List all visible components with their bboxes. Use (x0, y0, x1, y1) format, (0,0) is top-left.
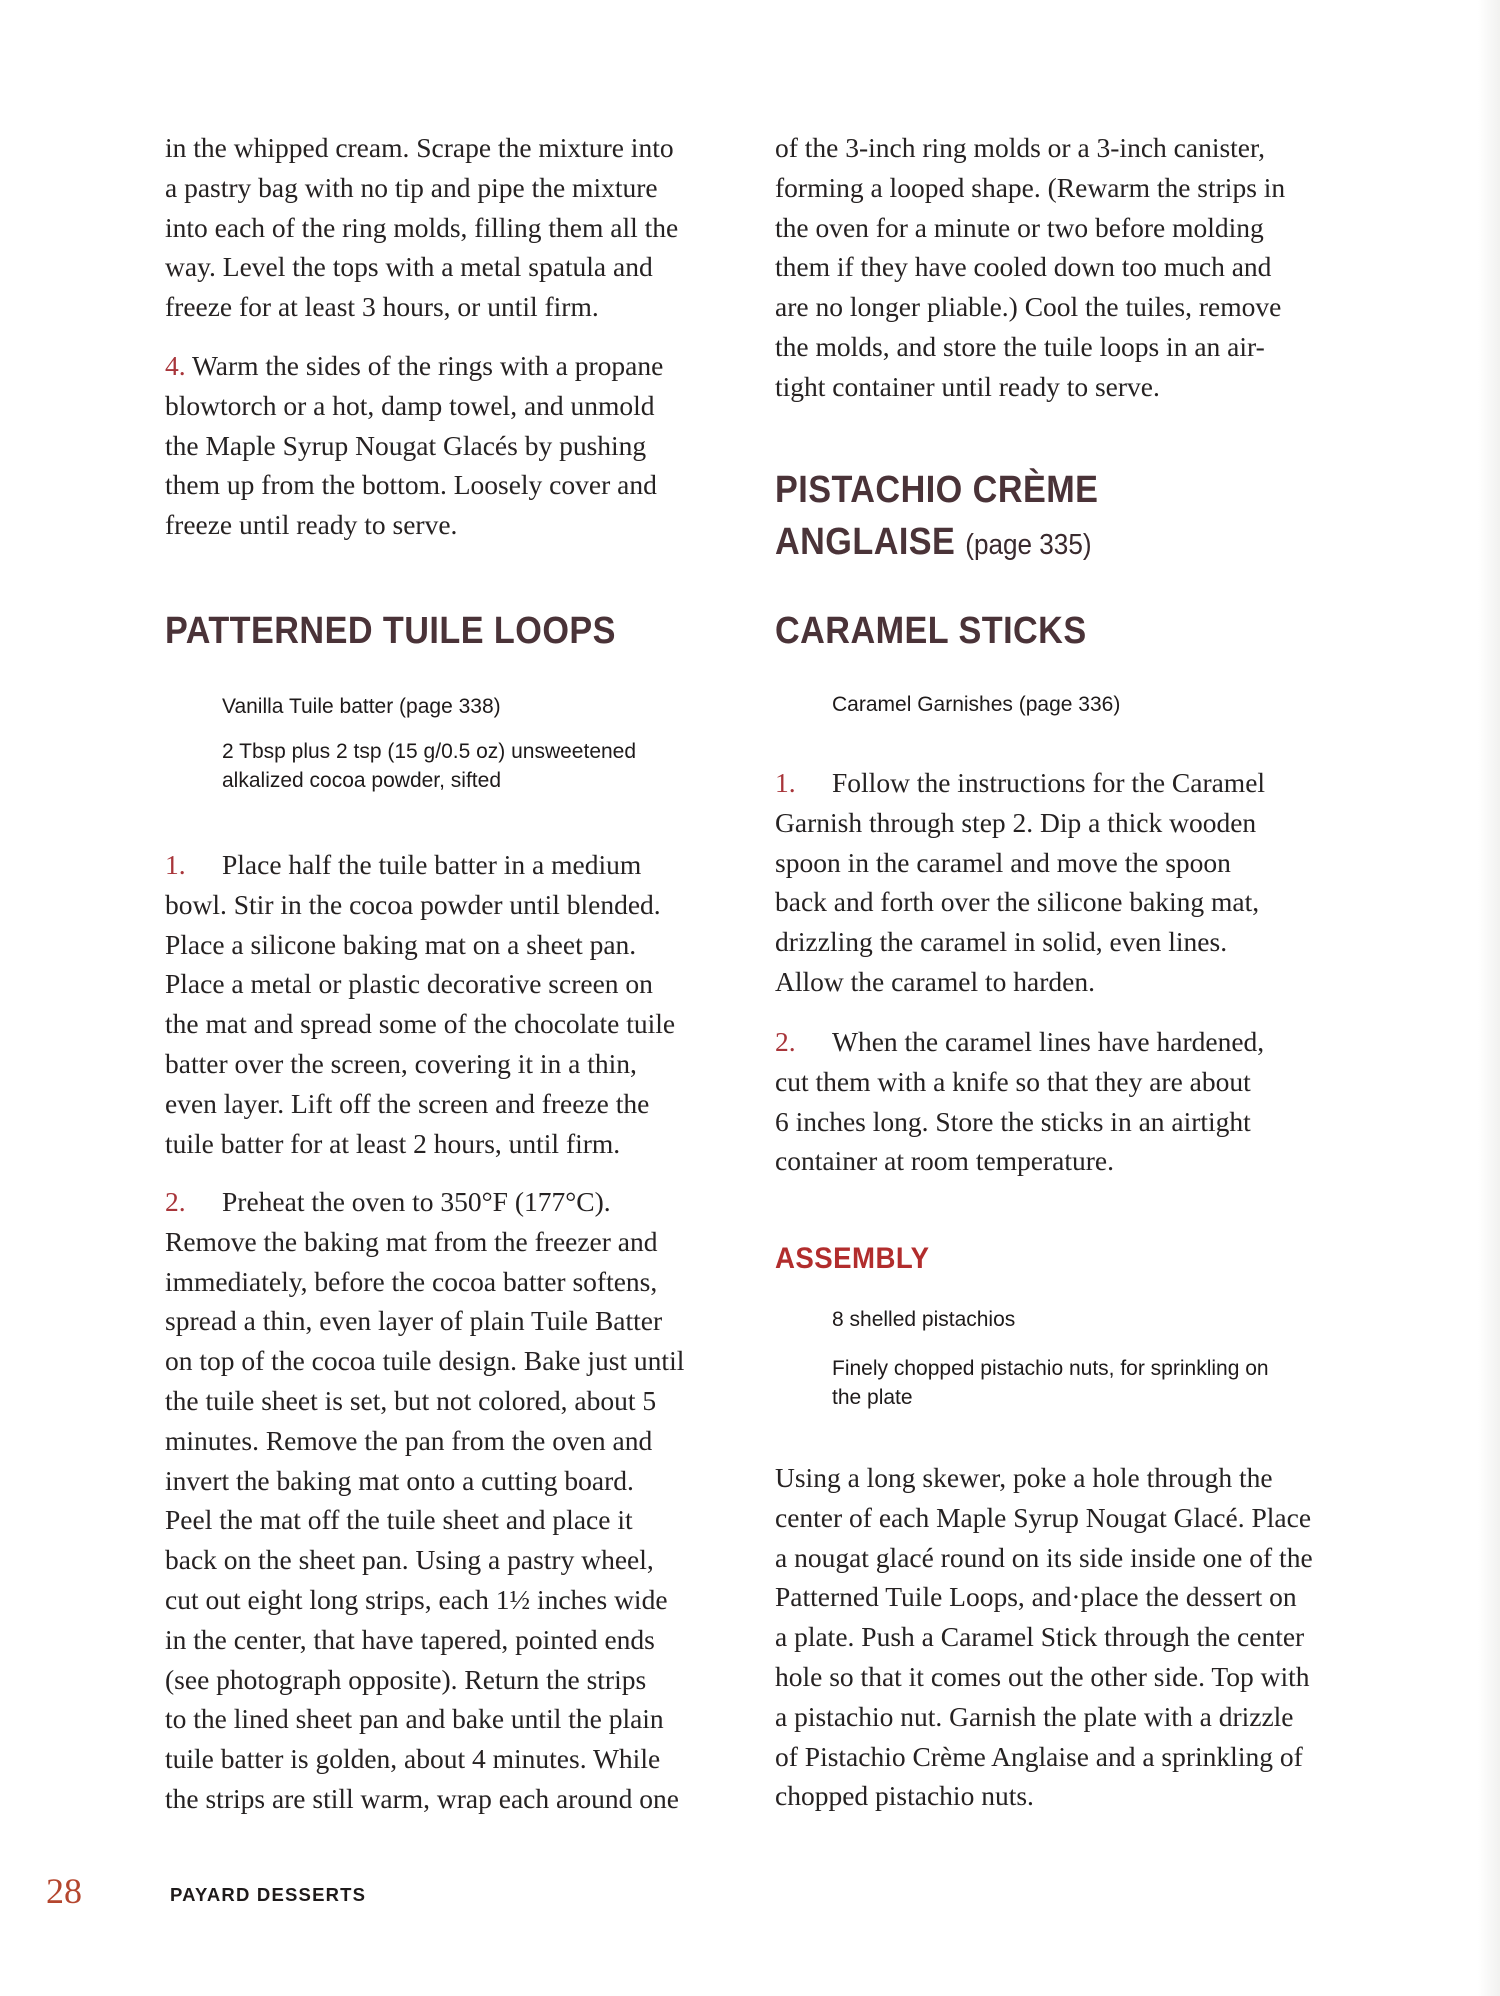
step-4-paragraph (165, 346, 663, 545)
text-line: the Maple Syrup Nougat Glacés by pushing (165, 429, 647, 461)
text-line: way. Level the tops with a metal spatula and (165, 251, 653, 283)
text-line: them up from the bottom. Loosely cover and (165, 469, 657, 501)
recipe-title-pistachio-anglaise (775, 465, 1134, 570)
text-line: into each of the ring molds, filling them all the (165, 211, 679, 243)
ingredient-item: Finely chopped pistachio nuts, for sprinkling on the plate (832, 1357, 1269, 1409)
page-number: 28 (46, 1871, 82, 1911)
step-number: 2. (775, 1026, 796, 1057)
step-number: 1. (775, 767, 796, 798)
caramel-step-1: 1. Follow the instructions for the Caramel Garnish through step 2. Dip a thick wooden spoon in the caramel and move the spoon back and forth over the silicone baking mat, drizzling the caramel in solid, even lines. Allow the caramel to harden. (775, 763, 1265, 1002)
text-line: in the whipped cream. Scrape the mixture into (165, 132, 674, 163)
title-line: ANGLAISE (page 335) (775, 521, 1092, 563)
text-line: 2. Preheat the oven to 350°F (177°C). (165, 1182, 684, 1222)
ingredient-item: Vanilla Tuile batter (page 338) (222, 695, 501, 718)
caramel-step-2: 2. When the caramel lines have hardened, cut them with a knife so that they are about 6 inches long. Store the sticks in an airtight container at room temperature. (775, 1022, 1264, 1181)
page-reference: (page 335) (965, 529, 1092, 561)
step-number: 1. (165, 849, 186, 880)
recipe-title-tuile-loops: PATTERNED TUILE LOOPS (165, 610, 616, 652)
text-line: freeze until ready to serve. (165, 509, 458, 541)
text-line: freeze for at least 3 hours, or until firm. (165, 291, 599, 323)
step-text: Warm the sides of the rings with a propane (185, 350, 664, 381)
ingredient-list (222, 692, 636, 795)
text-line (165, 346, 663, 386)
section-title-assembly: ASSEMBLY (775, 1242, 930, 1275)
tuile-step-2: 2. Preheat the oven to 350°F (177°C). Remove the baking mat from the freezer and immediately, before the cocoa batter softens, spread a thin, even layer of plain Tuile Batter on top of the cocoa tuile design. Bake just until the tuile sheet is set, but not colored, about 5 minutes. Remove the pan from the oven and invert the baking mat onto a cutting board. Peel the mat off the tuile sheet and place it back on the sheet pan. Using a pastry wheel, cut out eight long strips, each 1½ inches wide in the center, that have tapered, pointed ends (see photograph opposite). Return the strips to the lined sheet pan and bake until the plain tuile batter is golden, about 4 minutes. While the strips are still warm, wrap each around one (165, 1182, 684, 1819)
title-line: PISTACHIO CRÈME (775, 469, 1099, 511)
continuation-paragraph-right: of the 3-inch ring molds or a 3-inch canister, forming a looped shape. (Rewarm the strips in the oven for a minute or two before molding them if they have cooled down too much and are no longer pliable.) Cool the tuiles, remove the molds, and store the tuile loops in an air- tight container until ready to serve. (775, 132, 1286, 402)
continuation-paragraph-left (165, 128, 678, 327)
page-edge-shadow (1478, 0, 1500, 1996)
text-line: blowtorch or a hot, damp towel, and unmold (165, 389, 655, 421)
ingredient-item: Caramel Garnishes (page 336) (832, 693, 1121, 716)
running-footer-title: PAYARD DESSERTS (170, 1884, 367, 1905)
text-line: a pastry bag with no tip and pipe the mixture (165, 171, 658, 203)
step-number: 2. (165, 1186, 186, 1217)
tuile-step-1: 1. Place half the tuile batter in a medium bowl. Stir in the cocoa powder until blended. Place a silicone baking mat on a sheet pan. Place a metal or plastic decorative screen on the mat and spread some of the chocolate tuile batter over the screen, covering it in a thin, even layer. Lift off the screen and freeze the tuile batter for at least 2 hours, until firm. (165, 845, 675, 1163)
text-line: 1. Place half the tuile batter in a medium (165, 845, 675, 885)
ingredient-item: 8 shelled pistachios (832, 1308, 1016, 1331)
recipe-title-caramel-sticks: CARAMEL STICKS (775, 610, 1087, 652)
assembly-instructions: Using a long skewer, poke a hole through the center of each Maple Syrup Nougat Glacé. Place a nougat glacé round on its side inside one of the Patterned Tuile Loops, and·place the dessert on a plate. Push a Caramel Stick through the center hole so that it comes out the other side. Top with a pistachio nut. Garnish the plate with a drizzle of Pistachio Crème Anglaise and a sprinkling of chopped pistachio nuts. (775, 1462, 1313, 1812)
assembly-ingredient-list (832, 1305, 1269, 1412)
ingredient-item: 2 Tbsp plus 2 tsp (15 g/0.5 oz) unsweetened alkalized cocoa powder, sifted (222, 740, 637, 792)
step-number: 4. (165, 350, 186, 381)
